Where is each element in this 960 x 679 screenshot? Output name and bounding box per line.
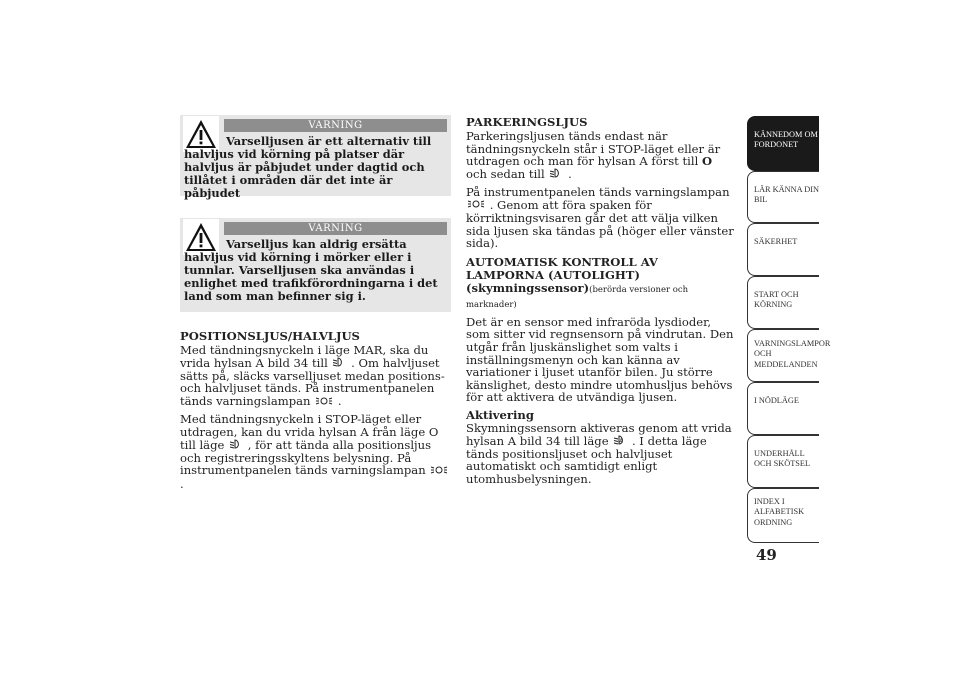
warning-label: VARNING — [224, 119, 447, 132]
warning-text: Varselljusen är ett alternativ till halvljus vid körning på platser där halvljus är påbjudet under dagtid och tillåtet i områden där det inte är påbjudet — [184, 134, 432, 200]
section-heading: PARKERINGSLJUS — [466, 115, 588, 129]
position-lights-icon — [430, 465, 448, 478]
tab-underhall-och-skotsel[interactable]: UNDERHÅLL OCH SKÖTSEL — [747, 435, 819, 488]
svg-text:A: A — [619, 438, 624, 445]
section-heading: AUTOMATISK KONTROLL AV LAMPORNA (AUTOLIGHT) (skymningssensor)(berörda versioner och marknader) — [466, 254, 689, 310]
right-column — [466, 116, 736, 491]
warning-box — [180, 115, 451, 200]
paragraph: Skymningssensorn aktiveras genom att vrida hylsan A bild 34 till läge A . I detta läge tänds positionsljuset och halvljuset automatiskt och samtidigt enligt utomhusbelysningen. — [466, 420, 732, 486]
tab-index-i-alfabetisk-ordning[interactable]: INDEX I ALFABETISK ORDNING — [747, 488, 819, 543]
section-heading: POSITIONSLJUS/HALVLJUS — [180, 329, 360, 343]
tab-kannedom-om-fordonet[interactable]: KÄNNEDOM OM FORDONET — [747, 116, 819, 171]
left-column — [180, 330, 452, 495]
warning-label: VARNING — [224, 222, 447, 235]
warning-text: Varselljus kan aldrig ersätta halvljus vid körning i mörker eller i tunnlar. Varselljusen ska användas i enlighet med trafikförordningarna i det land som man befinner sig i. — [184, 237, 438, 303]
tab-sakerhet[interactable]: SÄKERHET — [747, 223, 819, 276]
warning-box — [180, 218, 451, 312]
tab-varningslampor-och-meddelanden[interactable]: VARNINGSLAMPOR OCH MEDDELANDEN — [747, 329, 819, 382]
page-number: 49 — [756, 546, 777, 564]
tab-start-och-korning[interactable]: START OCH KÖRNING — [747, 276, 819, 329]
paragraph: Med tändningsnyckeln i läge MAR, ska du vrida hylsan A bild 34 till . Om halvljuset sätts på, släcks varselljuset medan positions- och halvljuset tänds. På instrumentpanelen tänds varningslampan . — [180, 343, 445, 409]
paragraph: Med tändningsnyckeln i STOP-läget eller utdragen, kan du vrida hylsan A från läge O till läge , för att tända alla positionsljus och registreringsskyltens belysning. På instrumentpanelen tänds varningslampan . — [180, 413, 452, 490]
tab-lar-kanna-din-bil[interactable]: LÄR KÄNNA DIN BIL — [747, 171, 819, 223]
parking-light-icon — [549, 168, 563, 181]
position-lights-icon — [315, 396, 333, 409]
subheading: Aktivering — [466, 407, 534, 422]
paragraph: Parkeringsljusen tänds endast när tändningsnyckeln står i STOP-läget eller är utdragen och man för hylsan A först till O och sedan till . — [466, 129, 721, 181]
tab-i-nodlage[interactable]: I NÖDLÄGE — [747, 382, 819, 435]
paragraph: På instrumentpanelen tänds varningslampan . Genom att föra spaken för körriktningsvisaren går det att välja vilken sida ljusen ska tändas på (höger eller vänster sida). — [466, 185, 734, 251]
paragraph: Det är en sensor med infraröda lysdioder, som sitter vid regnsensorn på vindrutan. Den utgår från ljuskänslighet som valts i inställningsmenyn och kan känna av variationer i ljuset utanför bilen. Ju större känslighet, desto mindre utomhusljus behövs för att aktivera de utvändiga ljusen. — [466, 314, 734, 405]
